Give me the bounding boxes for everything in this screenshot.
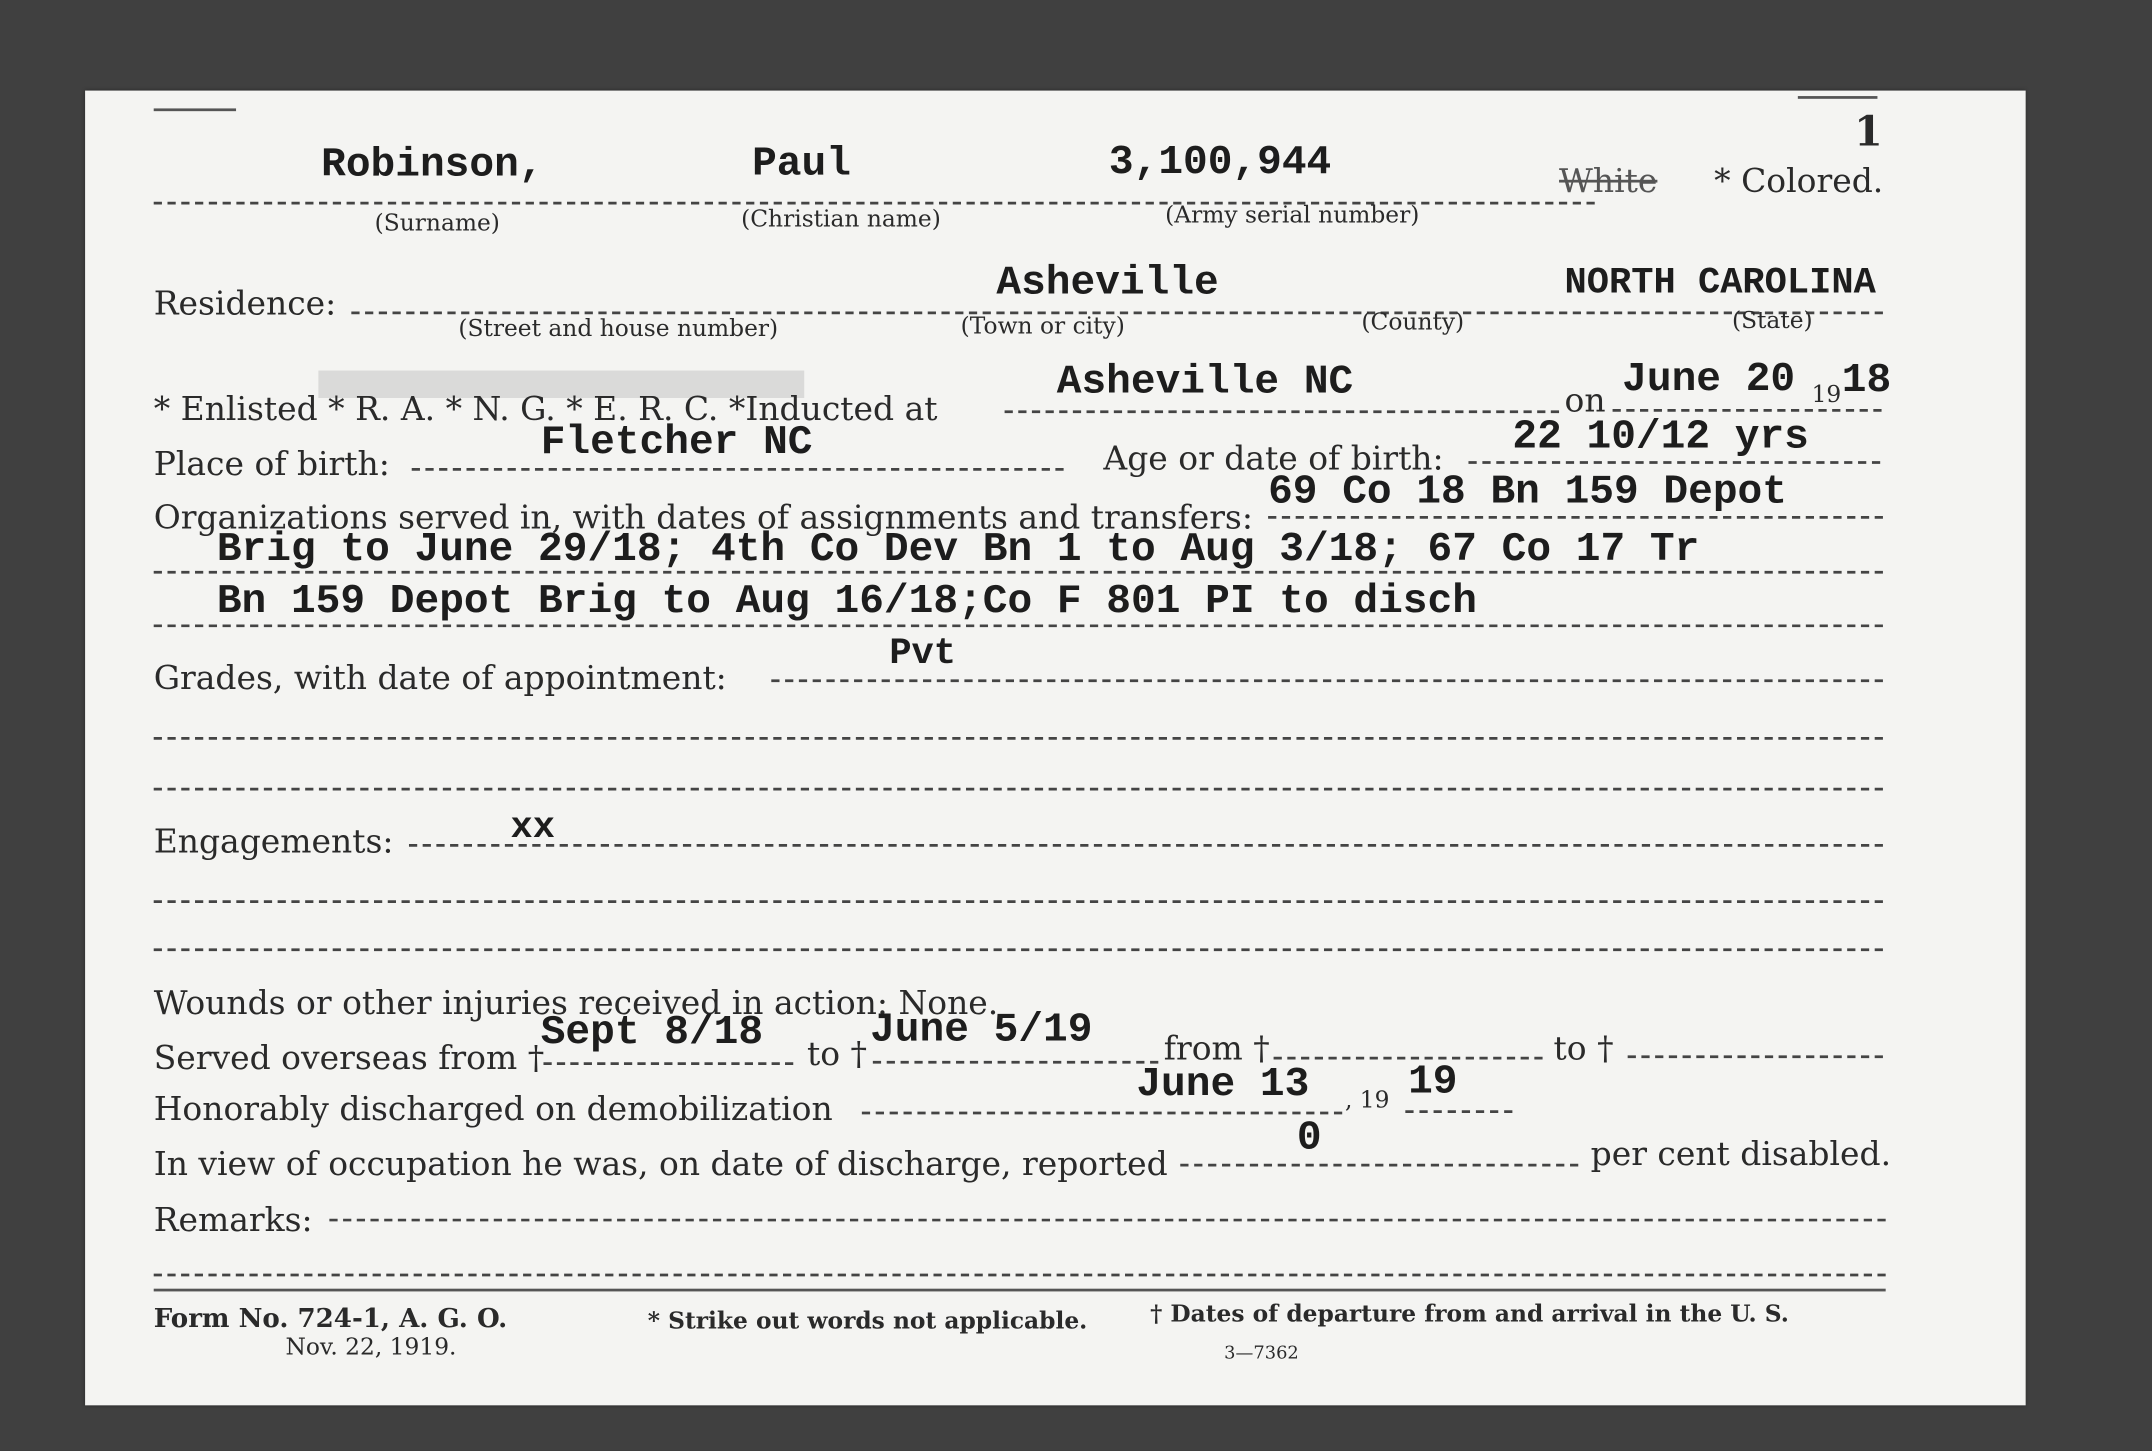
- overseas-to-value: June 5/19: [870, 1007, 1093, 1055]
- christian-name-value: Paul: [752, 141, 851, 189]
- race-colored: * Colored.: [1714, 161, 1884, 201]
- enlistment-date-value: June 20: [1622, 356, 1796, 404]
- footer-rule: [154, 1289, 1886, 1292]
- engagements-line-1: [409, 844, 1883, 847]
- town-caption: (Town or city): [960, 312, 1125, 341]
- enlistment-label: * Enlisted * R. A. * N. G. * E. R. C. *Inducted at: [153, 389, 938, 429]
- serial-number-value: 3,100,944: [1108, 139, 1332, 187]
- place-of-birth-label: Place of birth:: [153, 444, 390, 484]
- race-white-struck: White: [1559, 161, 1658, 201]
- overseas-to-label: to †: [806, 1034, 867, 1074]
- serial-number-caption: (Army serial number): [1165, 201, 1420, 230]
- grades-line-1: [771, 679, 1883, 682]
- grades-label: Grades, with date of appointment:: [153, 658, 727, 698]
- top-right-rule: [1798, 96, 1878, 99]
- age-label: Age or date of birth:: [1103, 439, 1444, 478]
- overseas-to2-line: [1628, 1055, 1883, 1058]
- discharge-label: Honorably discharged on demobilization: [153, 1089, 833, 1129]
- discharge-date-value: June 13: [1136, 1062, 1310, 1109]
- remarks-line-1: [329, 1219, 1885, 1222]
- residence-label: Residence:: [153, 284, 337, 323]
- inducted-place-value: Asheville NC: [1056, 359, 1354, 407]
- inducted-line: [1005, 410, 1559, 413]
- grades-line-3: [154, 788, 1883, 791]
- organizations-label: Organizations served in, with dates of assignments and transfers:: [153, 498, 1253, 537]
- overseas-from-value: Sept 8/18: [540, 1010, 764, 1057]
- form-date: Nov. 22, 1919.: [285, 1333, 457, 1362]
- age-line: [1468, 461, 1880, 464]
- grades-line-2: [154, 737, 1883, 740]
- engagements-line-3: [154, 948, 1883, 951]
- overseas-from-line: [543, 1062, 793, 1065]
- birth-place-value: Fletcher NC: [540, 419, 813, 467]
- overseas-label: Served overseas from †: [153, 1038, 545, 1078]
- residence-town-value: Asheville: [996, 260, 1219, 308]
- organization-line-3: Bn 159 Depot Brig to Aug 16/18;Co F 801 PI to disch: [216, 579, 1477, 626]
- form-number: Form No. 724-1, A. G. O.: [153, 1303, 508, 1334]
- discharge-year-value: 19: [1408, 1059, 1458, 1107]
- christian-name-caption: (Christian name): [741, 205, 941, 234]
- organizations-line-2: [154, 571, 1883, 574]
- strike-out-note: * Strike out words not applicable.: [647, 1307, 1088, 1336]
- discharge-date-line: [862, 1112, 1342, 1115]
- engagements-line-2: [154, 900, 1883, 903]
- county-caption: (County): [1361, 308, 1465, 337]
- disability-label: In view of occupation he was, on date of discharge, reported: [153, 1144, 1168, 1184]
- organization-line-2: Brig to June 29/18; 4th Co Dev Bn 1 to Aug 3/18; 67 Co 17 Tr: [216, 527, 1700, 574]
- overseas-to2-label: to †: [1553, 1029, 1614, 1068]
- age-value: 22 10/12 yrs: [1512, 414, 1809, 462]
- dates-note: † Dates of departure from and arrival in the U. S.: [1150, 1301, 1789, 1329]
- wounds-label: Wounds or other injuries received in action: None.: [153, 984, 999, 1023]
- top-left-rule: [154, 108, 236, 111]
- surname-caption: (Surname): [374, 209, 500, 238]
- organization-line-1: 69 Co 18 Bn 159 Depot: [1268, 469, 1787, 517]
- service-record-card: [85, 91, 2026, 1406]
- organizations-line-3: [154, 624, 1883, 627]
- overseas-from2-label: from †: [1163, 1029, 1270, 1068]
- engagements-label: Engagements:: [153, 822, 394, 861]
- disability-line: [1180, 1164, 1578, 1167]
- engagements-value: xx: [510, 808, 556, 850]
- enlistment-year-prefix: 19: [1811, 381, 1842, 409]
- discharge-year-prefix: , 19: [1344, 1086, 1390, 1115]
- remarks-line-2: [154, 1274, 1886, 1277]
- surname-value: Robinson,: [321, 142, 544, 190]
- grades-value: Pvt: [889, 634, 957, 676]
- date-line: [1613, 409, 1882, 412]
- card-number: 1: [1854, 108, 1883, 157]
- enlistment-year-value: 18: [1841, 358, 1892, 405]
- remarks-label: Remarks:: [153, 1200, 313, 1240]
- residence-state-value: NORTH CAROLINA: [1564, 263, 1876, 305]
- disability-value: 0: [1296, 1115, 1322, 1163]
- state-caption: (State): [1731, 307, 1813, 335]
- organizations-line-1: [1268, 516, 1883, 519]
- discharge-year-line: [1405, 1110, 1512, 1113]
- overseas-to-line: [873, 1061, 1158, 1064]
- print-code: 3—7362: [1224, 1343, 1299, 1365]
- birth-place-line: [412, 468, 1064, 471]
- on-label: on: [1564, 381, 1606, 420]
- street-caption: (Street and house number): [458, 315, 779, 344]
- disability-suffix: per cent disabled.: [1590, 1134, 1892, 1174]
